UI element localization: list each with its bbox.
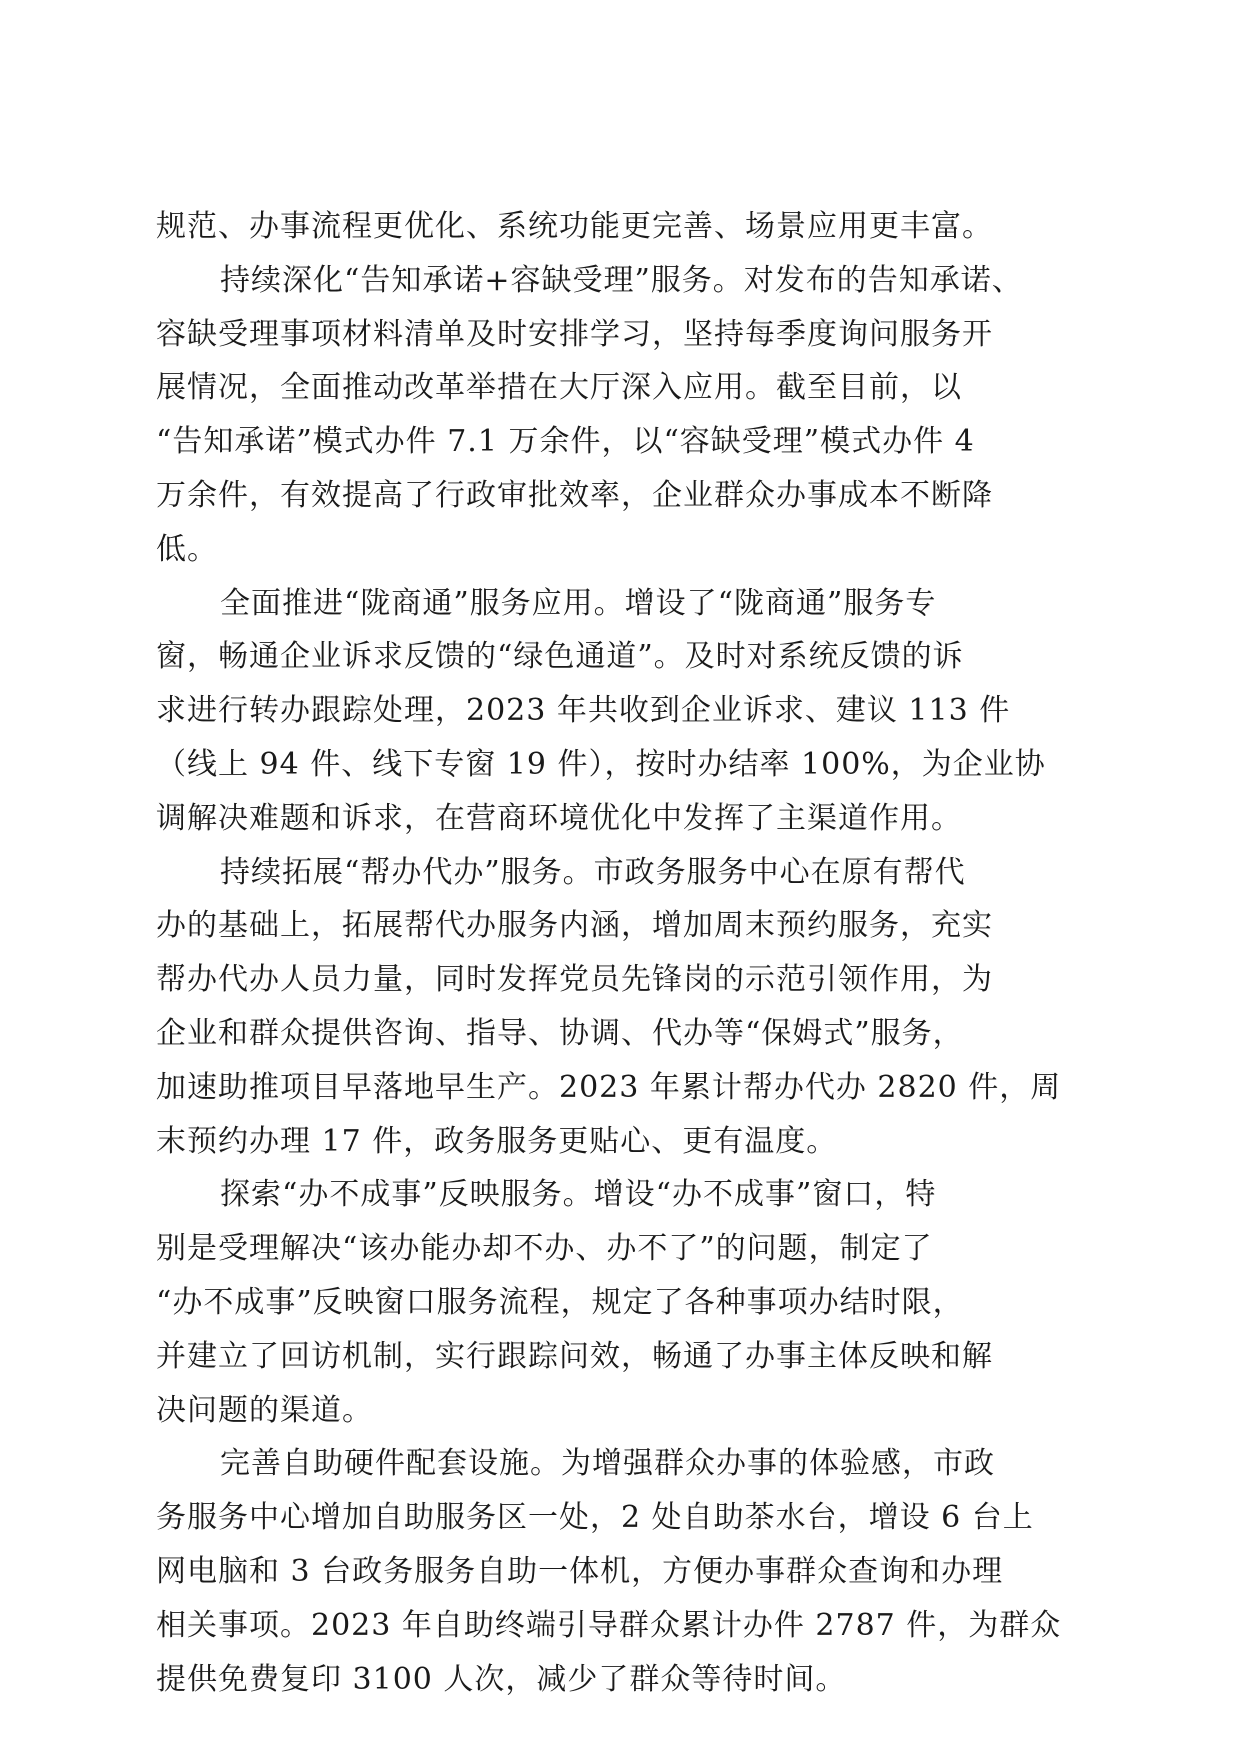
paragraph-first-line: 持续深化“告知承诺+容缺受理”服务。对发布的告知承诺、 [220,262,1023,298]
text-line: 决问题的渠道。 [156,1392,373,1428]
text-line: 务服务中心增加自助服务区一处，2 处自助茶水台，增设 6 台上 [156,1500,1034,1536]
text-line: 别是受理解决“该办能办却不办、办不了”的问题，制定了 [156,1231,933,1267]
text-line: 调解决难题和诉求，在营商环境优化中发挥了主渠道作用。 [156,800,962,836]
text-line: 加速助推项目早落地早生产。2023 年累计帮办代办 2820 件，周 [156,1069,1062,1105]
text-line: 相关事项。2023 年自助终端引导群众累计办件 2787 件，为群众 [156,1607,1062,1643]
text-line: 规范、办事流程更优化、系统功能更完善、场景应用更丰富。 [156,209,993,244]
text-line: 企业和群众提供咨询、指导、协调、代办等“保姆式”服务， [156,1015,964,1051]
paragraph-first-line: 持续拓展“帮办代办”服务。市政务服务中心在原有帮代 [220,854,966,890]
text-line: 提供免费复印 3100 人次，减少了群众等待时间。 [156,1661,847,1697]
text-line: 展情况，全面推动改革举措在大厅深入应用。截至目前，以 [156,370,962,406]
text-line: 并建立了回访机制，实行跟踪问效，畅通了办事主体反映和解 [156,1338,993,1374]
text-line: 万余件，有效提高了行政审批效率，企业群众办事成本不断降 [156,477,993,513]
text-line: 帮办代办人员力量，同时发挥党员先锋岗的示范引领作用，为 [156,962,993,998]
paragraph-first-line: 探索“办不成事”反映服务。增设“办不成事”窗口，特 [220,1177,937,1213]
text-line: 末预约办理 17 件，政务服务更贴心、更有温度。 [156,1123,838,1159]
text-line: 办的基础上，拓展帮代办服务内涵，增加周末预约服务，充实 [156,908,993,944]
text-line: 求进行转办跟踪处理，2023 年共收到企业诉求、建议 113 件 [156,693,1011,729]
text-line: 容缺受理事项材料清单及时安排学习，坚持每季度询问服务开 [156,316,993,352]
paragraph-first-line: 全面推进“陇商通”服务应用。增设了“陇商通”服务专 [220,585,937,621]
text-line: 窗，畅通企业诉求反馈的“绿色通道”。及时对系统反馈的诉 [156,639,964,675]
body-text [156,200,1086,1706]
paragraph-first-line: 完善自助硬件配套设施。为增强群众办事的体验感，市政 [220,1446,995,1482]
text-line: “办不成事”反映窗口服务流程，规定了各种事项办结时限， [156,1284,964,1320]
text-line: （线上 94 件、线下专窗 19 件），按时办结率 100%，为企业协 [156,746,1046,782]
text-line: 低。 [156,531,218,567]
text-line: “告知承诺”模式办件 7.1 万余件，以“容缺受理”模式办件 4 [156,424,975,460]
text-line: 网电脑和 3 台政务服务自助一体机，方便办事群众查询和办理 [156,1553,1004,1589]
